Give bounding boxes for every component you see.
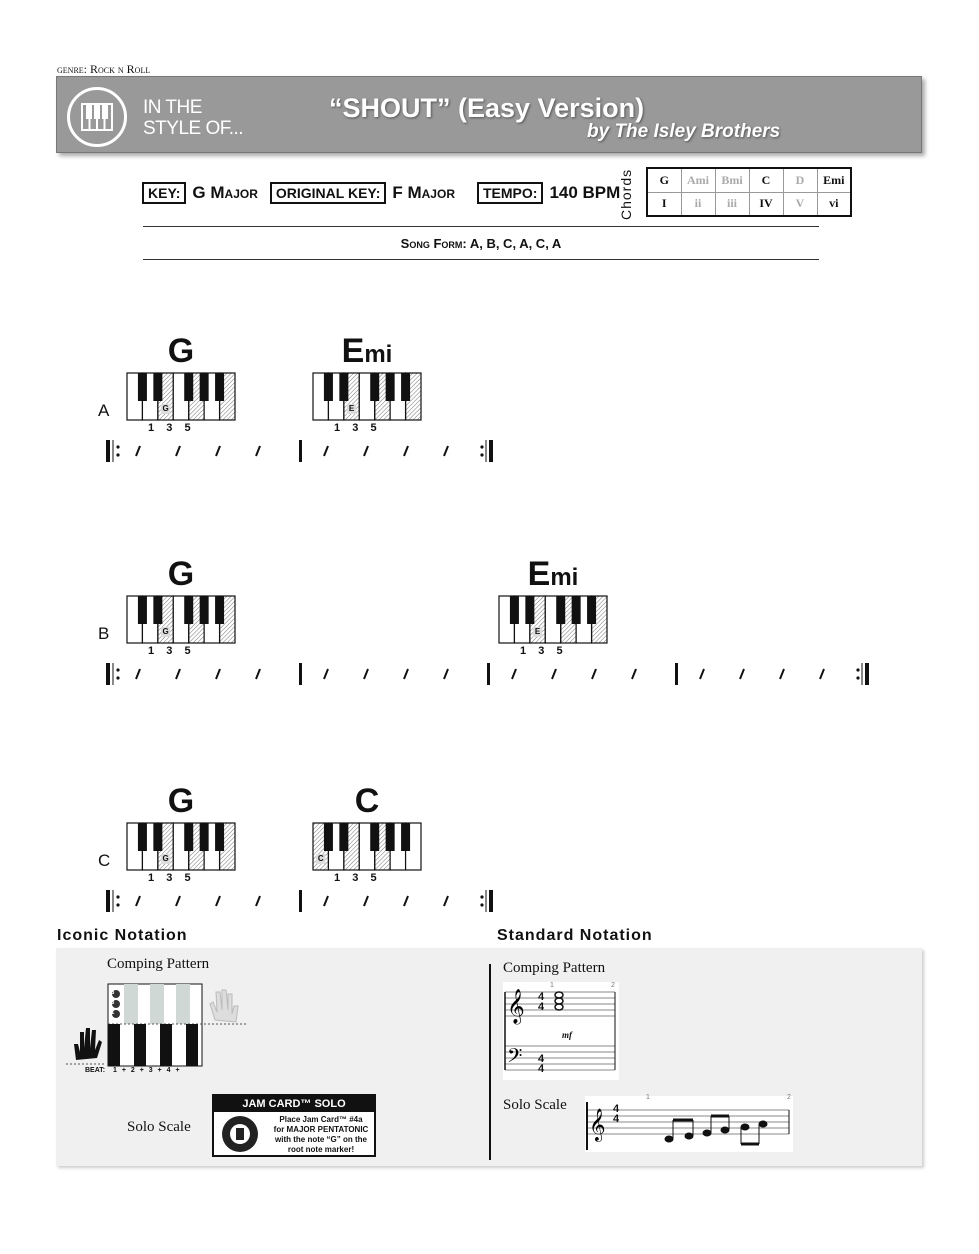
chord-table-name: C: [749, 168, 783, 192]
song-title: “SHOUT” (Easy Version): [329, 93, 645, 123]
standard-comping-label: Comping Pattern: [503, 960, 606, 976]
chord-table-numeral: ii: [681, 192, 715, 216]
beat-counts: 1 + 2 + 3 + 4 +: [113, 1067, 180, 1074]
panel-divider: [489, 964, 491, 1160]
original-key-label: ORIGINAL KEY:: [270, 182, 387, 204]
jam-card-logo-icon: [220, 1114, 260, 1154]
keyboard-diagram: [126, 595, 236, 645]
chord-table-name: D: [783, 168, 817, 192]
beat-label: BEAT:: [85, 1067, 106, 1074]
chord-table-numeral: IV: [749, 192, 783, 216]
chord-name: [312, 332, 422, 371]
jam-card-text: [268, 1115, 374, 1155]
root-note-marker: G: [162, 404, 169, 413]
original-key-value: F Major: [392, 183, 455, 202]
finger-numbers: 1 3 5: [334, 422, 377, 434]
key-label: KEY:: [142, 182, 186, 204]
left-hand-icon: [70, 1026, 104, 1062]
in-the-style-of: [143, 97, 243, 139]
chord-root: E: [527, 555, 551, 593]
jam-card-line: with the note “G” on the: [275, 1135, 367, 1144]
jam-card-line: root note marker!: [287, 1145, 355, 1154]
chord-name: [126, 782, 236, 821]
chord-name: [312, 782, 422, 821]
chords-label: Chords: [618, 168, 634, 220]
dynamic-marking: mf: [562, 1030, 572, 1040]
measure-number: 2: [787, 1094, 791, 1101]
tempo-label: TEMPO:: [477, 182, 543, 204]
chord-name: [126, 332, 236, 371]
in-the-text: IN THE: [143, 97, 202, 118]
chord-root: G: [167, 782, 195, 820]
time-sig-bottom: 4: [538, 1001, 545, 1013]
rhythm-slashes: [104, 888, 590, 916]
title-banner: [56, 76, 922, 153]
standard-solo-label: Solo Scale: [503, 1097, 567, 1113]
chord-table-numeral: vi: [817, 192, 851, 216]
measure-number: 1: [646, 1094, 650, 1101]
time-sig-top: 4: [538, 1053, 545, 1065]
jam-card-line: for MAJOR PENTATONIC: [273, 1125, 369, 1134]
divider: [143, 259, 819, 260]
chord-name: [126, 555, 236, 594]
finger-numbers: 1 3 5: [148, 645, 191, 657]
keyboard-diagram: [126, 822, 236, 872]
section-label: B: [98, 624, 110, 643]
root-note-marker: E: [348, 404, 355, 413]
standard-notation-header: Standard Notation: [497, 927, 653, 944]
chord-table-name: Ami: [681, 168, 715, 192]
keyboard-diagram: [312, 372, 422, 422]
chord-suffix: mi: [550, 564, 579, 591]
keyboard-diagram: [312, 822, 422, 872]
iconic-solo-label: Solo Scale: [127, 1119, 191, 1135]
chord-root: E: [341, 332, 365, 370]
time-sig-bottom: 4: [613, 1113, 620, 1125]
finger-number: 5: [111, 990, 115, 996]
rhythm-slashes: [104, 661, 966, 689]
time-signature: [538, 992, 544, 1012]
right-hand-icon: [208, 988, 242, 1024]
jam-card: [212, 1094, 376, 1157]
finger-numbers: 1 3 5: [148, 872, 191, 884]
bass-time-signature: [538, 1054, 544, 1074]
chord-table-name: G: [647, 168, 681, 192]
time-sig-top: 4: [613, 1103, 620, 1115]
rhythm-slashes: [104, 438, 590, 466]
root-note-marker: C: [317, 854, 324, 863]
jam-card-line: Place Jam Card™ #4a: [279, 1115, 363, 1124]
jam-card-title: JAM CARD™ SOLO: [214, 1096, 374, 1112]
root-note-marker: G: [162, 627, 169, 636]
chord-table-name: Emi: [817, 168, 851, 192]
keyboard-diagram: [498, 595, 608, 645]
chord-suffix: mi: [364, 341, 393, 368]
measure-number: 2: [611, 982, 615, 989]
chord-table-name: Bmi: [715, 168, 749, 192]
svg-text:𝄞: 𝄞: [589, 1108, 606, 1141]
time-sig-top: 4: [538, 991, 545, 1003]
time-sig-bottom: 4: [538, 1063, 545, 1075]
finger-number: 1: [111, 1010, 115, 1016]
section-label: A: [98, 401, 110, 420]
divider: [143, 226, 819, 227]
info-row: [142, 182, 620, 204]
section-label: C: [98, 851, 111, 870]
chord-table-numeral: V: [783, 192, 817, 216]
iconic-notation-header: Iconic Notation: [57, 927, 188, 944]
finger-numbers: 1 3 5: [334, 872, 377, 884]
root-note-marker: E: [534, 627, 541, 636]
chord-root: G: [167, 332, 195, 370]
chord-table: [646, 167, 852, 217]
measure-number: 1: [550, 982, 554, 989]
finger-number: 3: [111, 1000, 115, 1006]
chord-name: [498, 555, 608, 594]
root-note-marker: G: [162, 854, 169, 863]
finger-numbers: [111, 988, 114, 1018]
song-artist: by The Isley Brothers: [587, 121, 781, 142]
tempo-value: 140 BPM: [549, 183, 621, 202]
iconic-comping-label: Comping Pattern: [107, 956, 210, 972]
svg-text:𝄞: 𝄞: [507, 989, 525, 1024]
song-form: Song Form: A, B, C, A, C, A: [400, 236, 562, 251]
finger-numbers: 1 3 5: [520, 645, 563, 657]
svg-text:𝄢: 𝄢: [507, 1044, 523, 1072]
piano-logo-icon: [67, 87, 127, 147]
grand-staff: [503, 982, 619, 1080]
key-value: G Major: [192, 183, 258, 202]
chord-root: C: [354, 782, 380, 820]
keyboard-diagram: [126, 372, 236, 422]
chord-table-numeral: iii: [715, 192, 749, 216]
chord-table-numeral: I: [647, 192, 681, 216]
style-of-text: STYLE OF...: [143, 118, 244, 139]
genre-label: genre: Rock n Roll: [57, 62, 151, 76]
solo-time-signature: [613, 1104, 619, 1124]
finger-numbers: 1 3 5: [148, 422, 191, 434]
chord-root: G: [167, 555, 195, 593]
